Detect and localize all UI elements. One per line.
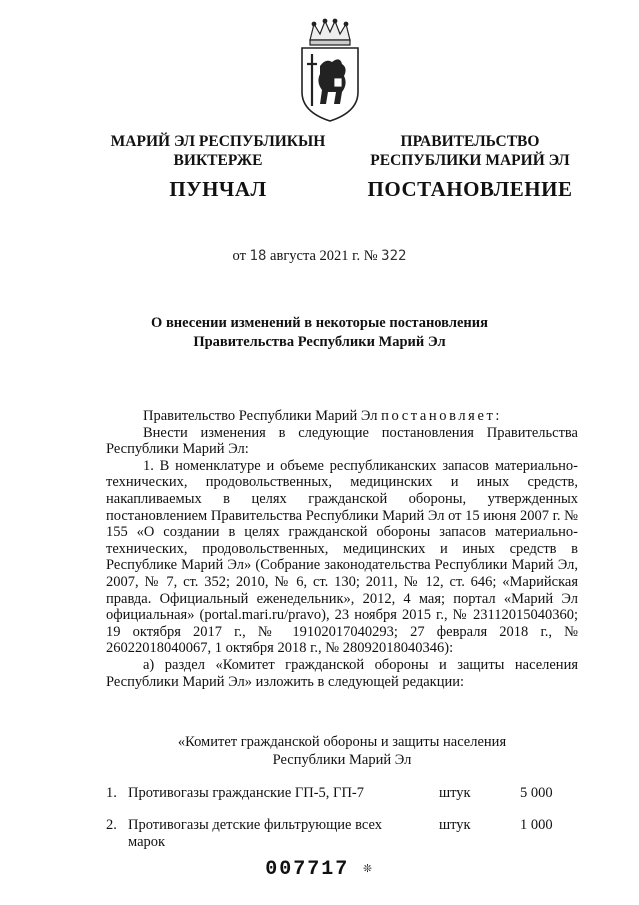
paragraph-amend: Внести изменения в следующие постановления Правительства Республики Марий Эл:: [106, 424, 578, 458]
crown-icon: [310, 19, 350, 45]
date-day: 18: [249, 248, 267, 264]
row-number: 1.: [106, 785, 117, 801]
header-left-doctype: ПУНЧАЛ: [169, 177, 267, 201]
row-quantity: 5 000: [520, 785, 553, 801]
header-left: [88, 132, 348, 199]
paragraph-item-a: а) раздел «Комитет гражданской обороны и защиты населения Республики Марий Эл» изложить в следующей редакции:: [106, 656, 578, 690]
table-row: [106, 785, 578, 805]
row-unit: штук: [439, 817, 471, 833]
document-date: [0, 248, 639, 265]
date-prefix: от: [232, 248, 246, 264]
serial-number: 007717: [265, 858, 350, 881]
row-item-name: Противогазы гражданские ГП-5, ГП-7: [128, 785, 364, 801]
document-body: [106, 408, 578, 690]
title-line1: О внесении изменений в некоторые постановления: [151, 315, 488, 331]
header-right-line2: РЕСПУБЛИКИ МАРИЙ ЭЛ: [370, 152, 570, 169]
header-right-doctype: ПОСТАНОВЛЕНИЕ: [367, 177, 573, 201]
paragraph-item-1: 1. В номенклатуре и объеме республиканских запасов материально-технических, продовольственных, медицинских и иных средств, накапливаемых в целях гражданской обороны, утвержденных постановлением Правительства Республики Марий Эл от 15 июня 2007 г. № 155 «О создании в целях гражданской обороны запасов материально-технических, продовольственных, медицинских и иных средств в Республике Марий Эл» (Собрание законодательства Республики Марий Эл, 2007, № 7, ст. 352; 2010, № 6, ст. 130; 2011, № 12, ст. 646; «Марийская правда. Официальный еженедельник», 2012, 4 мая; портал «Марий Эл официальная» (portal.mari.ru/pravo), 23 ноября 2015 г., № 23112015040360; 19 октября 2017 г., № 19102017040293; 27 февраля 2018 г., № 26022018040067, 1 октября 2018 г., № 28092018040346):: [106, 457, 578, 657]
document-number: 322: [381, 248, 407, 264]
quote-line2: Республики Марий Эл: [272, 752, 412, 768]
header-left-line2: ВИКТЕРЖЕ: [173, 152, 263, 169]
row-quantity: 1 000: [520, 817, 553, 833]
row-item-name: Противогазы детские фильтрующие всех марок: [128, 817, 382, 850]
header-left-line1: МАРИЙ ЭЛ РЕСПУБЛИКЫН: [110, 133, 326, 150]
ornament-icon: ❊: [363, 861, 374, 877]
form-serial-number: [0, 858, 639, 881]
table-row: [106, 817, 578, 853]
date-middle: августа 2021 г. №: [270, 248, 378, 264]
row-unit: штук: [439, 785, 471, 801]
header-right: [340, 132, 600, 199]
title-line2: Правительства Республики Марий Эл: [193, 334, 446, 350]
coat-of-arms-icon: [296, 18, 364, 124]
decree-intro: Правительство Республики Марий Эл: [143, 408, 382, 424]
header-right-line1: ПРАВИТЕЛЬСТВО: [400, 133, 540, 150]
quote-line1: «Комитет гражданской обороны и защиты населения: [177, 734, 507, 750]
paragraph-decree: [106, 408, 578, 425]
document-title: [60, 314, 579, 352]
section-heading-quote: [106, 733, 578, 769]
decree-verb: постановляет:: [381, 408, 503, 424]
row-number: 2.: [106, 817, 117, 833]
